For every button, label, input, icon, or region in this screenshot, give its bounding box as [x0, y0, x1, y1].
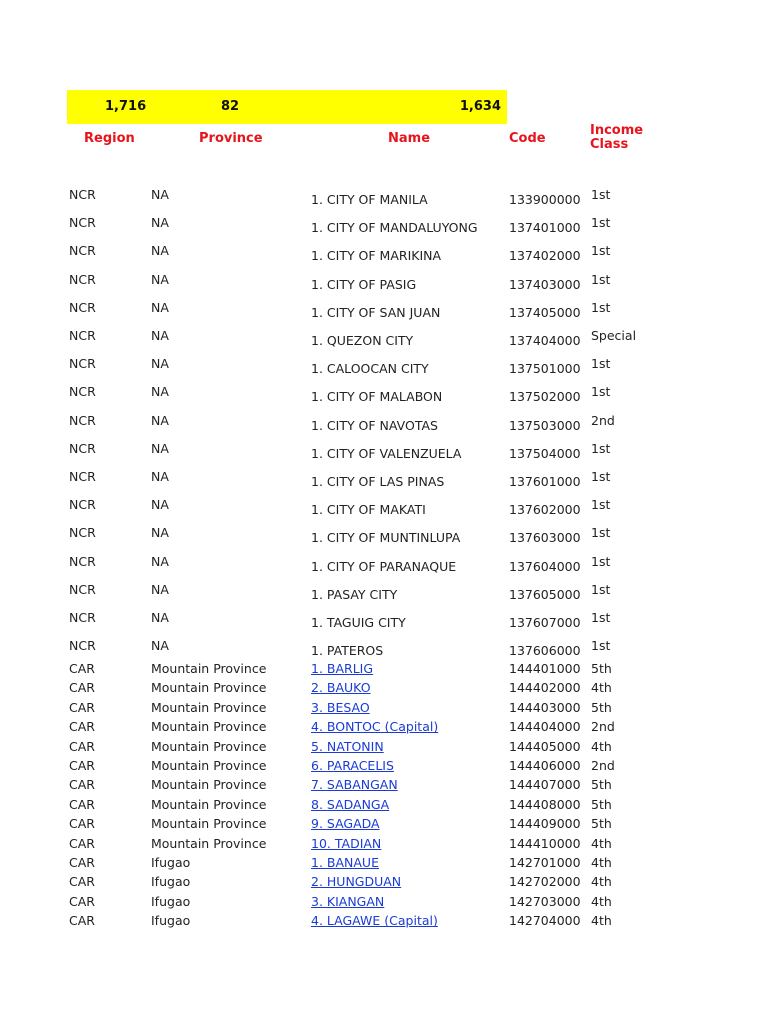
cell-income-class: 1st	[591, 187, 611, 202]
cell-code: 144410000	[509, 835, 581, 851]
cell-region: NCR	[69, 328, 96, 343]
cell-name-link[interactable]: 8. SADANGA	[311, 796, 390, 812]
cell-income-class: 1st	[591, 553, 611, 569]
cell-name-link[interactable]: 1. BANAUE	[311, 855, 379, 870]
cell-province: NA	[151, 328, 169, 343]
cell-income-class: 2nd	[591, 758, 615, 773]
header-code: Code	[509, 131, 546, 146]
cell-income-class: 1st	[591, 243, 611, 259]
cell-income-class: 5th	[591, 699, 612, 715]
header-region: Region	[84, 131, 135, 146]
cell-province: Mountain Province	[151, 680, 267, 696]
total-municipalities: 1,716	[105, 99, 147, 114]
cell-code: 137403000	[509, 276, 581, 292]
cell-province: NA	[151, 299, 169, 315]
cell-region: NCR	[69, 553, 96, 569]
cell-name-link[interactable]: 3. KIANGAN	[311, 893, 385, 909]
cell-name-link[interactable]: 2. HUNGDUAN	[311, 874, 402, 890]
cell-code: 144407000	[509, 777, 581, 793]
cell-name: 1. CITY OF PARANAQUE	[311, 558, 457, 574]
cell-region: CAR	[69, 855, 95, 870]
cell-name: 1. PASAY CITY	[311, 586, 398, 602]
cell-region: NCR	[69, 440, 96, 456]
cell-code: 137401000	[509, 220, 581, 236]
cell-region: NCR	[69, 638, 96, 654]
cell-code: 144408000	[509, 796, 581, 812]
cell-name: 1. CITY OF SAN JUAN	[311, 304, 441, 320]
cell-region: NCR	[69, 581, 96, 597]
header-income-class	[590, 124, 643, 152]
cell-income-class: 1st	[591, 525, 611, 541]
cell-province: Mountain Province	[151, 661, 267, 676]
cell-province: Mountain Province	[151, 816, 267, 832]
total-cities: 82	[221, 99, 240, 114]
cell-province: Ifugao	[151, 913, 191, 929]
cell-income-class: 5th	[591, 816, 612, 832]
cell-code: 137503000	[509, 417, 581, 433]
cell-province: Mountain Province	[151, 796, 267, 812]
header-province: Province	[199, 131, 263, 146]
cell-name: 1. CITY OF MALABON	[311, 389, 443, 405]
cell-region: NCR	[69, 356, 96, 372]
cell-code: 137603000	[509, 530, 581, 546]
cell-code: 137606000	[509, 643, 581, 659]
cell-name-link[interactable]: 3. BESAO	[311, 699, 370, 715]
totals-bar	[67, 90, 507, 124]
cell-region: NCR	[69, 215, 96, 231]
cell-code: 137404000	[509, 333, 581, 348]
cell-income-class: 1st	[591, 299, 611, 315]
cell-region: NCR	[69, 271, 96, 287]
cell-name: 1. CITY OF LAS PINAS	[311, 474, 445, 489]
cell-province: Mountain Province	[151, 699, 267, 715]
cell-code: 142701000	[509, 855, 581, 870]
cell-code: 137402000	[509, 248, 581, 264]
cell-name: 1. CITY OF MARIKINA	[311, 248, 442, 264]
cell-code: 144402000	[509, 680, 581, 696]
cell-income-class: 1st	[591, 271, 611, 287]
cell-name: 1. TAGUIG CITY	[311, 615, 406, 630]
cell-region: NCR	[69, 412, 96, 428]
cell-income-class: 4th	[591, 893, 612, 909]
cell-name: 1. CITY OF MUNTINLUPA	[311, 530, 461, 546]
cell-income-class: 1st	[591, 440, 611, 456]
cell-code: 144409000	[509, 816, 581, 832]
cell-income-class: 1st	[591, 610, 611, 625]
cell-region: CAR	[69, 680, 95, 696]
cell-region: NCR	[69, 299, 96, 315]
cell-province: Ifugao	[151, 893, 191, 909]
cell-region: CAR	[69, 816, 95, 832]
cell-province: NA	[151, 440, 169, 456]
cell-name: 1. CITY OF VALENZUELA	[311, 445, 462, 461]
cell-income-class: 5th	[591, 796, 612, 812]
cell-code: 142704000	[509, 913, 581, 929]
cell-name: 1. CALOOCAN CITY	[311, 361, 429, 377]
cell-name-link[interactable]: 10. TADIAN	[311, 835, 382, 851]
cell-name-link[interactable]: 2. BAUKO	[311, 680, 371, 696]
cell-code: 137504000	[509, 445, 581, 461]
cell-name: 1. CITY OF MANILA	[311, 192, 428, 207]
cell-name: 1. CITY OF NAVOTAS	[311, 417, 438, 433]
cell-province: NA	[151, 497, 169, 513]
cell-region: CAR	[69, 661, 95, 676]
cell-name-link[interactable]: 7. SABANGAN	[311, 777, 398, 793]
cell-code: 142703000	[509, 893, 581, 909]
cell-region: NCR	[69, 497, 96, 513]
cell-code: 137502000	[509, 389, 581, 405]
cell-income-class: 1st	[591, 384, 611, 400]
cell-province: NA	[151, 553, 169, 569]
cell-code: 137607000	[509, 615, 581, 630]
cell-province: NA	[151, 525, 169, 541]
header-name: Name	[388, 131, 431, 146]
cell-name-link[interactable]: 4. BONTOC (Capital)	[311, 719, 439, 735]
cell-province: NA	[151, 412, 169, 428]
cell-region: NCR	[69, 243, 96, 259]
cell-province: Ifugao	[151, 855, 191, 870]
cell-code: 137601000	[509, 474, 581, 489]
cell-income-class: Special	[591, 328, 637, 343]
header-income-line1: Income	[590, 123, 644, 138]
cell-province: Mountain Province	[151, 738, 267, 754]
cell-region: CAR	[69, 835, 95, 851]
cell-code: 137604000	[509, 558, 581, 574]
cell-income-class: 1st	[591, 497, 611, 513]
cell-name-link[interactable]: 6. PARACELIS	[311, 758, 394, 773]
cell-income-class: 1st	[591, 215, 611, 231]
cell-name: 1. CITY OF PASIG	[311, 276, 417, 292]
cell-name: 1. CITY OF MANDALUYONG	[311, 220, 478, 236]
cell-name-link[interactable]: 1. BARLIG	[311, 661, 374, 676]
cell-code: 142702000	[509, 874, 581, 890]
cell-income-class: 1st	[591, 581, 611, 597]
cell-province: Mountain Province	[151, 719, 267, 735]
cell-province: NA	[151, 243, 169, 259]
cell-region: CAR	[69, 699, 95, 715]
cell-income-class: 4th	[591, 835, 612, 851]
cell-region: NCR	[69, 525, 96, 541]
cell-region: NCR	[69, 384, 96, 400]
cell-name-link[interactable]: 9. SAGADA	[311, 816, 380, 832]
cell-province: NA	[151, 581, 169, 597]
cell-name: 1. QUEZON CITY	[311, 333, 414, 348]
cell-income-class: 1st	[591, 356, 611, 372]
cell-name-link[interactable]: 4. LAGAWE (Capital)	[311, 913, 438, 929]
cell-region: CAR	[69, 758, 95, 773]
cell-code: 137501000	[509, 361, 581, 377]
cell-income-class: 4th	[591, 738, 612, 754]
cell-province: Mountain Province	[151, 835, 267, 851]
cell-code: 133900000	[509, 192, 581, 207]
cell-province: NA	[151, 384, 169, 400]
cell-income-class: 2nd	[591, 412, 615, 428]
cell-income-class: 4th	[591, 855, 612, 870]
cell-income-class: 5th	[591, 661, 612, 676]
cell-province: NA	[151, 356, 169, 372]
cell-region: NCR	[69, 610, 96, 625]
cell-region: CAR	[69, 796, 95, 812]
cell-code: 137405000	[509, 304, 581, 320]
cell-code: 144401000	[509, 661, 581, 676]
cell-province: NA	[151, 638, 169, 654]
cell-region: CAR	[69, 874, 95, 890]
cell-code: 144405000	[509, 738, 581, 754]
cell-region: CAR	[69, 777, 95, 793]
cell-province: Mountain Province	[151, 777, 267, 793]
cell-code: 144406000	[509, 758, 581, 773]
cell-province: NA	[151, 271, 169, 287]
cell-province: Mountain Province	[151, 758, 267, 773]
cell-province: NA	[151, 469, 169, 484]
cell-region: NCR	[69, 187, 96, 202]
cell-province: NA	[151, 187, 169, 202]
cell-code: 137605000	[509, 586, 581, 602]
cell-region: NCR	[69, 469, 96, 484]
cell-income-class: 4th	[591, 874, 612, 890]
cell-income-class: 1st	[591, 638, 611, 654]
cell-income-class: 5th	[591, 777, 612, 793]
cell-name: 1. PATEROS	[311, 643, 384, 659]
total-count: 1,634	[459, 99, 501, 114]
cell-code: 137602000	[509, 502, 581, 518]
cell-name-link[interactable]: 5. NATONIN	[311, 738, 384, 754]
cell-province: NA	[151, 610, 169, 625]
cell-region: CAR	[69, 719, 95, 735]
cell-region: CAR	[69, 913, 95, 929]
header-income-line2: Class	[590, 137, 629, 152]
cell-province: NA	[151, 215, 169, 231]
cell-income-class: 2nd	[591, 719, 615, 735]
cell-income-class: 4th	[591, 913, 612, 929]
cell-code: 144404000	[509, 719, 581, 735]
cell-province: Ifugao	[151, 874, 191, 890]
cell-name: 1. CITY OF MAKATI	[311, 502, 426, 518]
cell-region: CAR	[69, 738, 95, 754]
cell-income-class: 1st	[591, 469, 611, 484]
cell-code: 144403000	[509, 699, 581, 715]
cell-income-class: 4th	[591, 680, 612, 696]
cell-region: CAR	[69, 893, 95, 909]
